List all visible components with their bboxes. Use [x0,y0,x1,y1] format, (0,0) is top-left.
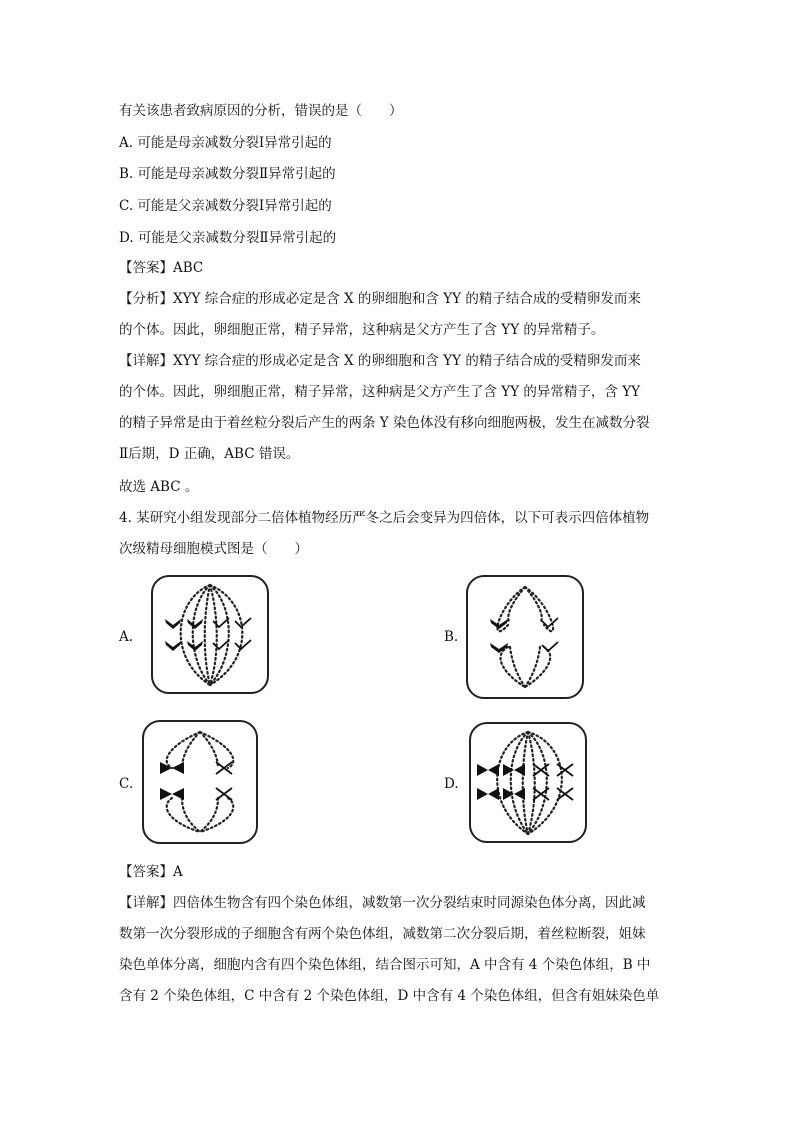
q3-detail-line-2: 的个体。因此，卵细胞正常，精子异常，这种病是父方产生了含 YY 的异常精子，含 YY [119,384,641,400]
q4-detail-line-4: 含有 2 个染色体组，C 中含有 2 个染色体组，D 中含有 4 个染色体组，但含有姐妹染色单 [119,988,660,1004]
q4-detail-line-1: 【详解】四倍体生物含有四个染色体组，减数第一次分裂结束时同源染色体分离，因此减 [119,895,646,911]
cell-diagram-b-figure [468,577,582,697]
q3-answer: 【答案】ABC [119,260,204,276]
q3-stem: 有关该患者致病原因的分析，错误的是（ ） [119,103,403,119]
cell-diagram-b [466,575,584,699]
q4-answer: 【答案】A [119,864,183,880]
q3-analysis-line-2: 的个体。因此，卵细胞正常，精子异常，这种病是父方产生了含 YY 的异常精子。 [119,322,605,338]
q4-detail-line-3: 染色单体分离，细胞内含有四个染色体组，结合图示可知，A 中含有 4 个染色体组，B 中 [119,957,651,973]
cell-diagram-c [142,720,258,844]
q4-detail-line-2: 数第一次分裂形成的子细胞含有两个染色体组，减数第二次分裂后期，着丝粒断裂，姐妹 [119,926,646,942]
q4-option-c-label: C. [119,776,134,792]
cell-diagram-a [151,575,269,694]
cell-diagram-c-figure [144,722,256,842]
q4-option-d-label: D. [444,776,459,792]
q3-option-b: B. 可能是母亲减数分裂Ⅱ异常引起的 [119,166,336,182]
cell-diagram-d-figure [471,724,585,841]
q3-detail-line-1: 【详解】XYY 综合症的形成必定是含 X 的卵细胞和含 YY 的精子结合成的受精卵发而来 [119,353,641,369]
q3-detail-line-4: Ⅱ后期，D 正确，ABC 错误。 [119,446,300,462]
q4-stem-line-2: 次级精母细胞模式图是（ ） [119,541,308,557]
q3-detail-line-3: 的精子异常是由于着丝粒分裂后产生的两条 Y 染色体没有移向细胞两极，发生在减数分裂 [119,415,650,431]
q3-option-d: D. 可能是父亲减数分裂Ⅱ异常引起的 [119,230,337,246]
q3-option-a: A. 可能是母亲减数分裂Ⅰ异常引起的 [119,135,332,151]
cell-diagram-a-figure [153,577,267,692]
cell-diagram-d [469,722,587,843]
q3-analysis-line-1: 【分析】XYY 综合症的形成必定是含 X 的卵细胞和含 YY 的精子结合成的受精卵发而来 [119,291,641,307]
q4-option-b-label: B. [444,629,459,645]
q4-stem-line-1: 4. 某研究小组发现部分二倍体植物经历严冬之后会变异为四倍体，以下可表示四倍体植物 [119,510,650,526]
q3-conclusion: 故选 ABC 。 [119,479,199,495]
q4-option-a-label: A. [119,629,134,645]
q3-option-c: C. 可能是父亲减数分裂Ⅰ异常引起的 [119,198,332,214]
